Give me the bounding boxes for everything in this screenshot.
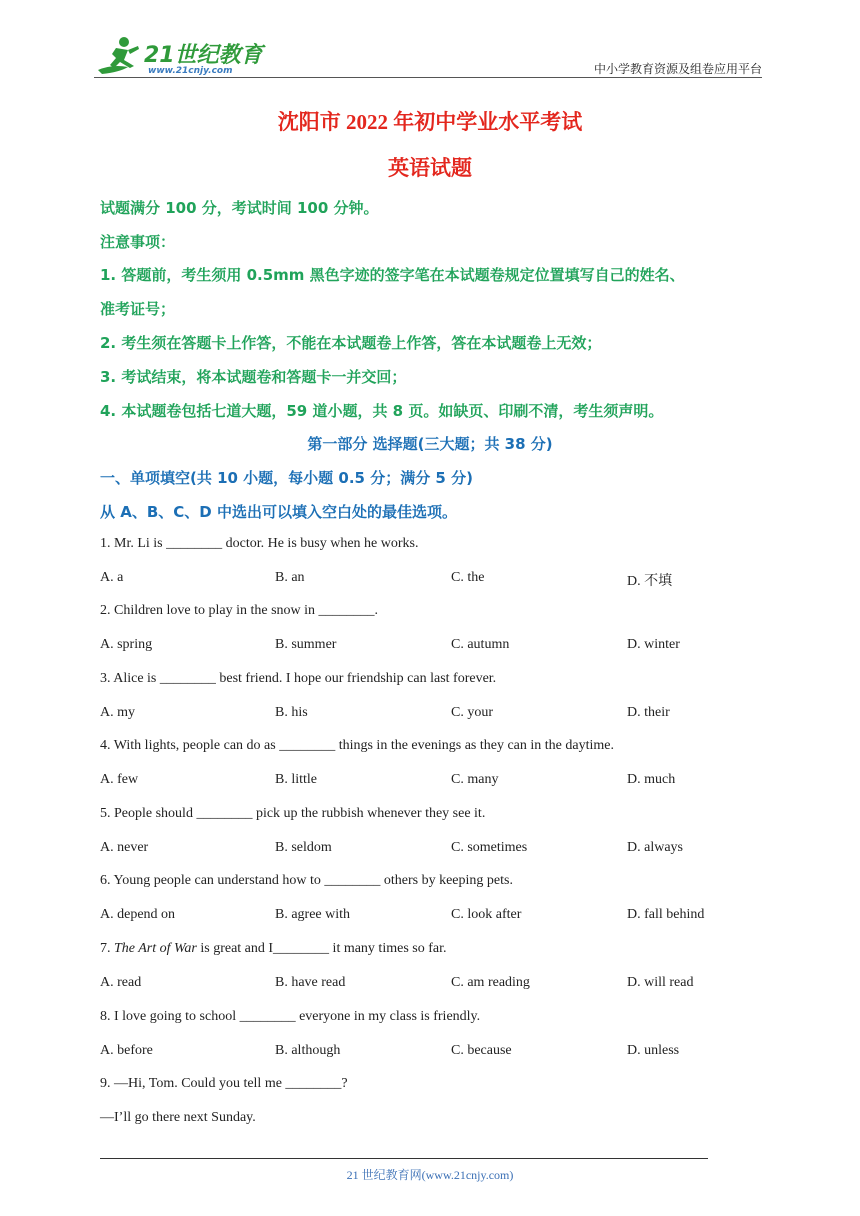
question-stem: 8. I love going to school ________ everyone in my class is friendly. [100,1009,481,1024]
notice-line: 试题满分 100 分，考试时间 100 分钟。 [100,199,379,217]
footer-divider [100,1158,708,1159]
running-figure-icon [94,34,146,78]
question-stem: 5. People should ________ pick up the rubbish whenever they see it. [100,806,486,821]
notice-line: 4. 本试题卷包括七道大题，59 道小题，共 8 页。如缺页、印刷不清，考生须声明。 [100,402,664,420]
book-title: The Art of War [114,941,197,956]
option-b: B. an [275,570,305,585]
option-a: A. read [100,975,142,990]
notice-heading: 注意事项： [100,233,176,251]
option-b: B. his [275,705,308,720]
question-text: is great and I________ it many times so far. [196,941,447,956]
option-d: D. unless [627,1043,680,1058]
exam-subtitle: 英语试题 [388,156,472,180]
question-stem: 1. Mr. Li is ________ doctor. He is busy when he works. [100,536,419,551]
question-stem [100,941,446,957]
question-stem: 9. —Hi, Tom. Could you tell me ________? [100,1076,348,1091]
notice-line: 3. 考试结束，将本试题卷和答题卡一并交回； [100,368,407,386]
option-a: A. spring [100,637,153,652]
option-c: C. the [451,570,485,585]
option-d: D. much [627,772,676,787]
header-divider [94,77,762,78]
logo-text: 21世纪教育 [144,43,263,68]
option-c: C. sometimes [451,840,528,855]
option-b: B. although [275,1043,341,1058]
option-c: C. many [451,772,499,787]
question-number: 7. [100,941,114,956]
dialogue-reply: —I’ll go there next Sunday. [100,1110,256,1125]
part-heading: 第一部分 选择题(三大题；共 38 分) [307,435,553,453]
option-c: C. autumn [451,637,510,652]
option-b: B. little [275,772,317,787]
platform-label: 中小学教育资源及组卷应用平台 [593,62,762,76]
section-instruction: 从 A、B、C、D 中选出可以填入空白处的最佳选项。 [100,503,457,521]
logo [94,34,264,80]
notice-line: 1. 答题前，考生须用 0.5mm 黑色字迹的签字笔在本试题卷规定位置填写自己的姓名、 [100,266,685,284]
exam-title: 沈阳市 2022 年初中学业水平考试 [277,110,583,134]
option-a: A. few [100,772,139,787]
option-d: D. will read [627,975,694,990]
notice-line: 准考证号； [100,300,176,318]
option-c: C. am reading [451,975,530,990]
option-d: D. winter [627,637,680,652]
option-a: A. a [100,570,124,585]
option-c: C. your [451,705,493,720]
option-b: B. summer [275,637,337,652]
question-stem: 3. Alice is ________ best friend. I hope our friendship can last forever. [100,671,497,686]
page-header [94,30,762,80]
option-a: A. before [100,1043,153,1058]
option-a: A. my [100,705,135,720]
option-b: B. seldom [275,840,332,855]
page-footer: 21 世纪教育网(www.21cnjy.com) [346,1168,514,1182]
question-stem: 6. Young people can understand how to ________ others by keeping pets. [100,873,513,888]
notice-line: 2. 考生须在答题卡上作答，不能在本试题卷上作答，答在本试题卷上无效； [100,334,602,352]
option-d: D. their [627,705,670,720]
option-d: D. always [627,840,683,855]
option-b: B. have read [275,975,346,990]
option-a: A. depend on [100,907,176,922]
question-stem: 2. Children love to play in the snow in ________. [100,603,379,618]
option-d: D. 不填 [627,574,673,589]
option-c: C. look after [451,907,522,922]
option-b: B. agree with [275,907,351,922]
section-heading: 一、单项填空(共 10 小题，每小题 0.5 分；满分 5 分) [100,469,473,487]
option-c: C. because [451,1043,512,1058]
option-a: A. never [100,840,149,855]
question-stem: 4. With lights, people can do as ________ things in the evenings as they can in the daytime. [100,738,614,753]
option-d: D. fall behind [627,907,705,922]
logo-url: www.21cnjy.com [148,66,233,76]
